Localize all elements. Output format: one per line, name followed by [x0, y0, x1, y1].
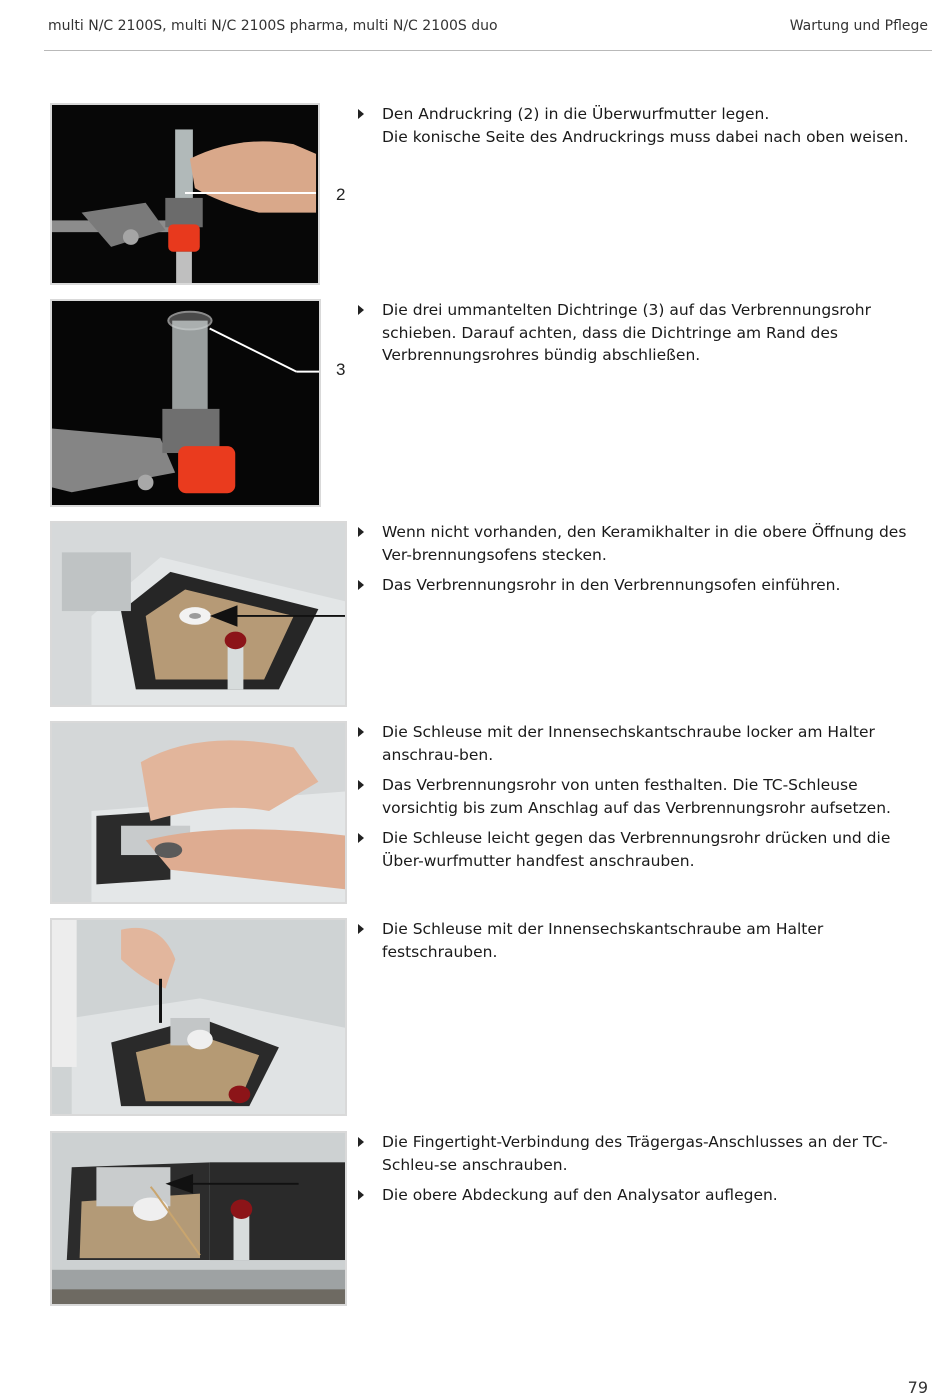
step-text: Die Fingertight-Verbindung des Trägergas-Anschlusses an der TC-Schleu-se anschrauben.: [382, 1133, 888, 1174]
step-item: [358, 774, 932, 819]
step-item: [358, 721, 932, 766]
instruction-section-3: [50, 521, 932, 707]
bullet-arrow-icon: [358, 1190, 364, 1200]
header-product-title: multi N/C 2100S, multi N/C 2100S pharma, multi N/C 2100S duo: [48, 18, 498, 34]
header-chapter-title: Wartung und Pflege: [789, 18, 928, 34]
photo-pressure-ring: [50, 103, 320, 285]
step-item: [358, 918, 932, 963]
photo-mount-lock: [50, 721, 347, 904]
bullet-arrow-icon: [358, 727, 364, 737]
step-text: Das Verbrennungsrohr in den Verbrennungsofen einführen.: [382, 576, 841, 594]
bullet-arrow-icon: [358, 924, 364, 934]
instruction-section-4: [50, 721, 932, 904]
callout-label-3: 3: [336, 360, 346, 379]
bullet-arrow-icon: [358, 780, 364, 790]
step-list-4: [358, 721, 932, 880]
step-item: [358, 103, 932, 148]
step-item: [358, 521, 932, 566]
photo-carrier-gas-connection: [50, 1131, 347, 1306]
step-text: Die obere Abdeckung auf den Analysator auflegen.: [382, 1186, 778, 1204]
step-item: [358, 1184, 932, 1207]
step-text: Das Verbrennungsrohr von unten festhalten. Die TC-Schleuse vorsichtig bis zum Anschlag auf das Verbrennungsrohr aufsetzen.: [382, 776, 891, 817]
instruction-section-6: [50, 1131, 932, 1306]
bullet-arrow-icon: [358, 527, 364, 537]
bullet-arrow-icon: [358, 833, 364, 843]
step-text: Wenn nicht vorhanden, den Keramikhalter in die obere Öffnung des Ver-brennungsofens stecken.: [382, 523, 907, 564]
step-list-2: [358, 299, 932, 375]
step-list-5: [358, 918, 932, 971]
photo-sealing-rings: [50, 299, 321, 507]
bullet-arrow-icon: [358, 305, 364, 315]
page-number: 79: [907, 1378, 928, 1397]
step-text: Den Andruckring (2) in die Überwurfmutter legen. Die konische Seite des Andruckrings muss dabei nach oben weisen.: [382, 105, 909, 146]
instruction-section-2: [50, 299, 932, 507]
step-item: [358, 574, 932, 597]
step-list-1: [358, 103, 932, 156]
bullet-arrow-icon: [358, 109, 364, 119]
photo-ceramic-holder: [50, 521, 347, 707]
instruction-section-1: [50, 103, 932, 285]
bullet-arrow-icon: [358, 580, 364, 590]
step-text: Die Schleuse mit der Innensechskantschraube am Halter festschrauben.: [382, 920, 824, 961]
page-header: [44, 14, 932, 51]
step-list-6: [358, 1131, 932, 1215]
photo-tighten-screw: [50, 918, 347, 1116]
instruction-section-5: [50, 918, 932, 1116]
step-item: [358, 827, 932, 872]
bullet-arrow-icon: [358, 1137, 364, 1147]
step-text: Die Schleuse mit der Innensechskantschraube locker am Halter anschrau-ben.: [382, 723, 875, 764]
step-text: Die Schleuse leicht gegen das Verbrennungsrohr drücken und die Über-wurfmutter handfest anschrauben.: [382, 829, 891, 870]
step-text: Die drei ummantelten Dichtringe (3) auf das Verbrennungsrohr schieben. Darauf achten, dass die Dichtringe am Rand des Verbrennungsrohres bündig abschließen.: [382, 301, 872, 364]
step-item: [358, 1131, 932, 1176]
step-list-3: [358, 521, 932, 605]
step-item: [358, 299, 932, 367]
callout-label-2: 2: [336, 185, 346, 204]
